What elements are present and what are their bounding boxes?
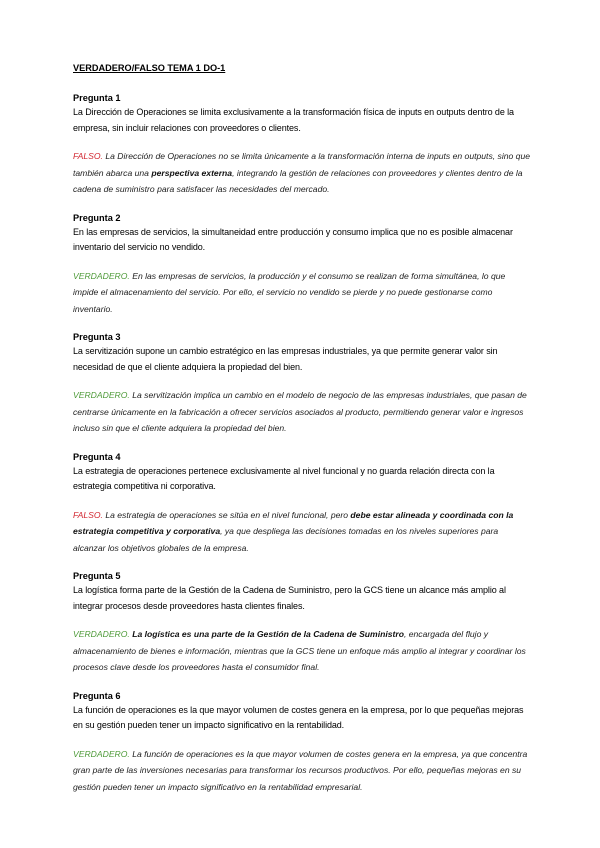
question-heading: Pregunta 6 [73,690,121,701]
verdict-label: VERDADERO. [73,748,130,759]
question-statement: La función de operaciones es la que mayor volumen de costes genera en la empresa, por lo que pequeñas mejoras en su gestión pueden tener un impacto significativo en la rentabilidad. [73,704,524,730]
answer-explanation [73,626,530,676]
verdict-label: VERDADERO. [73,270,130,281]
question-1 [73,92,530,198]
verdict-label: FALSO. [73,509,103,520]
answer-explanation [73,746,530,796]
answer-text: En las empresas de servicios, la producción y el consumo se realizan de forma simultánea, lo que impide el almacenamiento del servicio. Por ello, el servicio no vendido se pierde y no puede gestionarse como inventario. [73,270,506,314]
answer-text: , ya que despliega las decisiones tomadas en los niveles superiores para alcanzar los objetivos globales de la empresa. [73,526,499,553]
answer-explanation [73,268,530,318]
answer-explanation [73,387,530,437]
question-heading: Pregunta 3 [73,332,121,342]
answer-explanation [73,148,530,198]
question-heading: Pregunta 2 [73,212,121,223]
answer-text: , encargada del flujo y almacenamiento de bienes e información, mientras que la GCS tiene un enfoque más amplio al integrar y coordinar los procesos clave desde los proveedores hasta el consumidor final [73,629,526,672]
answer-explanation [73,507,530,557]
answer-emphasis: perspectiva externa [151,167,233,178]
verdict-label: VERDADERO. [73,629,130,639]
question-statement: La estrategia de operaciones pertenece exclusivamente al nivel funcional y no guarda relación directa con la estrategia competitiva ni corporativa. [73,465,495,491]
question-2 [73,212,530,318]
question-heading: Pregunta 1 [73,93,121,103]
verdict-label: FALSO. [73,151,103,161]
question-heading: Pregunta 5 [73,571,121,581]
answer-text: La estrategia de operaciones se sitúa en el nivel funcional, pero [102,509,351,520]
answer-text: La Dirección de Operaciones no se limita únicamente a la transformación interna de inputs en outputs, sino que también abarca una [73,151,531,178]
answer-text: La función de operaciones es la que mayor volumen de costes genera en la empresa, ya que concentra gran parte de las inversiones necesarias para transformar los recursos productivos. Por ello, pequeñas mejoras en su gestión pueden tener un impacto significativo en la rentabilidad empresarial. [73,748,528,792]
question-statement: La servitización supone un cambio estratégico en las empresas industriales, ya que permite generar valor sin necesidad de que el cliente adquiera la propiedad del bien. [73,346,498,372]
question-5 [73,570,530,676]
question-heading: Pregunta 4 [73,451,121,462]
question-6 [73,690,530,796]
answer-text: . [317,662,320,672]
verdict-label: VERDADERO. [73,390,130,400]
question-statement: La Dirección de Operaciones se limita exclusivamente a la transformación física de inputs en outputs dentro de la empresa, sin incluir relaciones con proveedores o clientes. [73,107,514,133]
document-title: VERDADERO/FALSO TEMA 1 DO-1 [73,63,226,73]
answer-emphasis: debe estar alineada y coordinada con la estrategia competitiva y corporativa [73,509,514,536]
question-3 [73,331,530,437]
answer-text: La servitización implica un cambio en el modelo de negocio de las empresas industriales, que pasan de centrarse únicamente en la fabricación a ofrecer servicios asociados al producto, permitiendo generar valor e ingresos incluso sin que el cliente adquiera la propiedad del bien. [73,390,527,433]
question-4 [73,451,530,557]
question-statement: En las empresas de servicios, la simultaneidad entre producción y consumo implica que no es posible almacenar inventario del servicio no vendido. [73,226,513,252]
question-statement: La logística forma parte de la Gestión de la Cadena de Suministro, pero la GCS tiene un alcance más amplio al integrar procesos desde proveedores hasta clientes finales. [73,585,506,611]
answer-text: , integrando la gestión de relaciones con proveedores y clientes dentro de la cadena de suministro para satisfacer las necesidades del mercado. [73,167,523,194]
answer-emphasis: La logística es una parte de la Gestión de la Cadena de Suministro [132,629,404,639]
